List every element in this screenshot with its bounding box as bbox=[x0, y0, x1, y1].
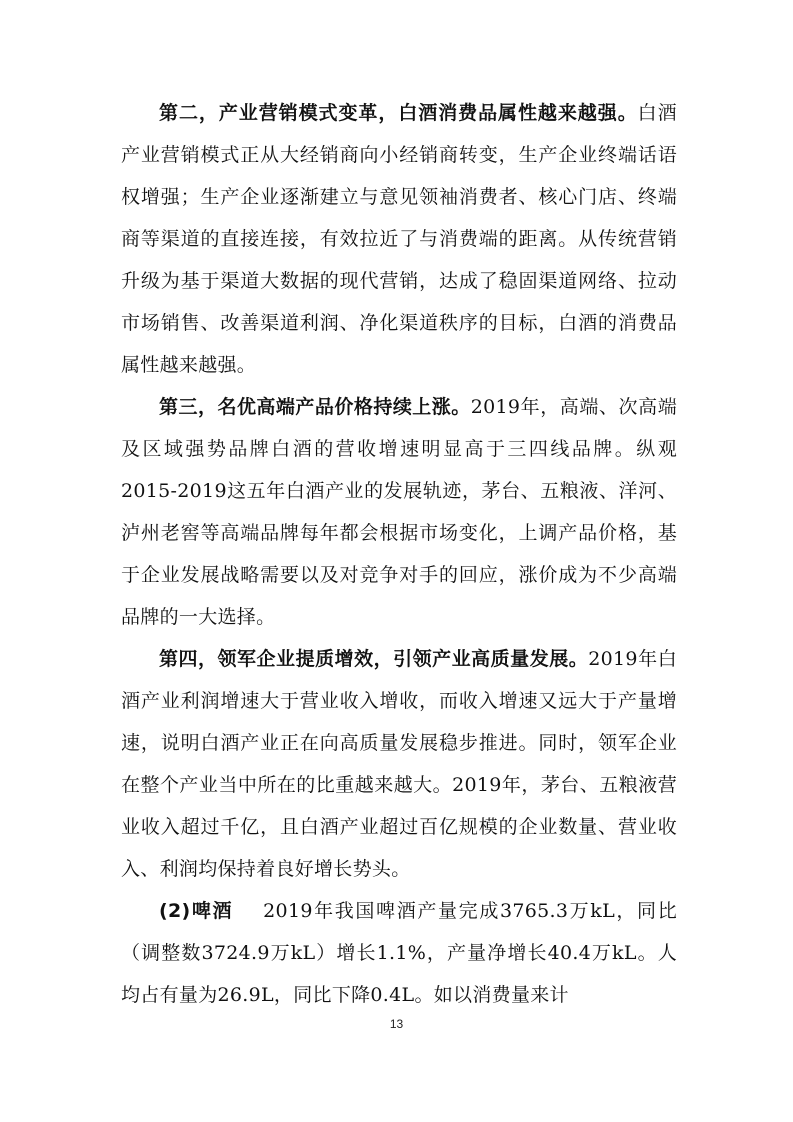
page-number: 13 bbox=[389, 1017, 404, 1031]
paragraph-baijiu-marketing bbox=[121, 92, 677, 386]
paragraph-lead: 第四，领军企业提质增效，引领产业高质量发展。 bbox=[159, 648, 589, 670]
paragraph-text: 白酒产业营销模式正从大经销商向小经销商转变，生产企业终端话语权增强；生产企业逐渐建立与意见领袖消费者、核心门店、终端商等渠道的直接连接，有效拉近了与消费端的距离。从传统营销升级为基于渠道大数据的现代营销，达成了稳固渠道网络、拉动市场销售、改善渠道利润、净化渠道秩序的目标，白酒的消费品属性越来越强。 bbox=[121, 102, 677, 376]
body-text bbox=[121, 92, 677, 1016]
paragraph-beer bbox=[121, 890, 677, 1016]
paragraph-lead: 第二，产业营销模式变革，白酒消费品属性越来越强。 bbox=[159, 102, 638, 124]
paragraph-text: 2019年我国啤酒产量完成3765.3万kL，同比（调整数3724.9万kL）增长1.1%，产量净增长40.4万kL。人均占有量为26.9L，同比下降0.4L。如以消费量来计 bbox=[121, 900, 678, 1006]
paragraph-lead: 第三，名优高端产品价格持续上涨。 bbox=[159, 396, 471, 418]
paragraph-leading-enterprises bbox=[121, 638, 677, 890]
paragraph-premium-price bbox=[121, 386, 677, 638]
paragraph-text: 2019年白酒产业利润增速大于营业收入增收，而收入增速又远大于产量增速，说明白酒产业正在向高质量发展稳步推进。同时，领军企业在整个产业当中所在的比重越来越大。2019年，茅台、五粮液营业收入超过千亿，且白酒产业超过百亿规模的企业数量、营业收入、利润均保持着良好增长势头。 bbox=[121, 648, 678, 880]
section-label-beer: (2)啤酒 bbox=[159, 900, 234, 922]
paragraph-text: 2019年，高端、次高端及区域强势品牌白酒的营收增速明显高于三四线品牌。纵观2015-2019这五年白酒产业的发展轨迹，茅台、五粮液、洋河、泸州老窖等高端品牌每年都会根据市场变化，上调产品价格，基于企业发展战略需要以及对竞争对手的回应，涨价成为不少高端品牌的一大选择。 bbox=[121, 396, 677, 628]
